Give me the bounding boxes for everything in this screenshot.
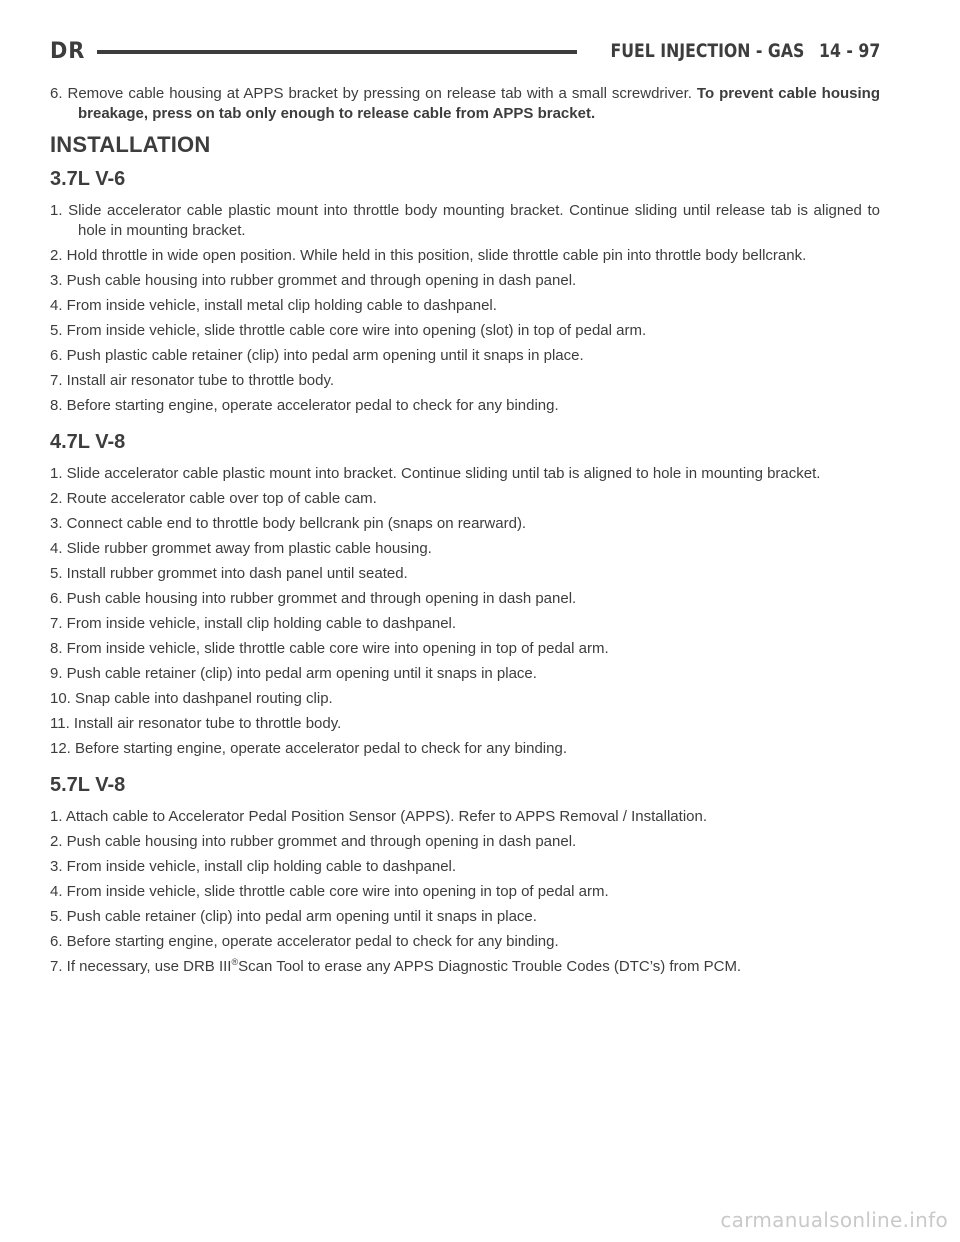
section-title: 3.7L V-6 [50,168,126,190]
step-item-last [50,957,880,977]
step-item: 8. From inside vehicle, slide throttle cable core wire into opening in top of pedal arm. [50,640,609,657]
removal-step-6 [50,84,880,124]
step-item: 9. Push cable retainer (clip) into pedal arm opening until it snaps in place. [50,665,537,682]
step-item: 4. From inside vehicle, slide throttle cable core wire into opening in top of pedal arm. [50,883,609,900]
section-title: 5.7L V-8 [50,774,126,796]
step-item: 7. Install air resonator tube to throttle body. [50,372,335,389]
step-item: 2. Route accelerator cable over top of cable cam. [50,490,377,507]
caution-text: To prevent cable housing breakage, press on tab only enough to release cable from APPS bracket. [78,85,880,122]
step-item: 6. Push cable housing into rubber grommet and through opening in dash panel. [50,590,577,607]
installation-heading: INSTALLATION [50,132,211,157]
header-rule [97,50,576,54]
section-title: 4.7L V-8 [50,431,126,453]
page-content [50,84,880,982]
step-item: 2. Hold throttle in wide open position. While held in this position, slide throttle cable pin into throttle body bellcrank. [50,247,807,264]
step-item: 5. Push cable retainer (clip) into pedal arm opening until it snaps in place. [50,908,537,925]
section-4-7l [50,432,880,759]
step-item: 2. Push cable housing into rubber grommet and through opening in dash panel. [50,833,577,850]
removal-step-6-text: 6. Remove cable housing at APPS bracket by pressing on release tab with a small screwdriver. [50,85,697,102]
step-7-before: 7. If necessary, use DRB III [50,958,232,975]
step-item: 5. Install rubber grommet into dash panel until seated. [50,565,408,582]
step-item: 4. Slide rubber grommet away from plastic cable housing. [50,540,432,557]
step-item: 8. Before starting engine, operate accelerator pedal to check for any binding. [50,397,559,414]
step-item: 3. Push cable housing into rubber grommet and through opening in dash panel. [50,272,577,289]
registered-mark: ® [231,957,239,967]
header-section-page [610,40,880,62]
step-item: 6. Before starting engine, operate accelerator pedal to check for any binding. [50,933,559,950]
step-7-after: Scan Tool to erase any APPS Diagnostic Trouble Codes (DTC’s) from PCM. [238,958,742,975]
step-item: 1. Slide accelerator cable plastic mount into throttle body mounting bracket. Continue sliding until release tab is aligned to hole in mounting bracket. [50,202,880,239]
step-item: 11. Install air resonator tube to throttle body. [50,715,342,732]
step-item: 1. Slide accelerator cable plastic mount into bracket. Continue sliding until tab is aligned to hole in mounting bracket. [50,465,821,482]
step-item: 3. Connect cable end to throttle body bellcrank pin (snaps on rearward). [50,515,527,532]
step-item: 6. Push plastic cable retainer (clip) into pedal arm opening until it snaps in place. [50,347,584,364]
step-item: 10. Snap cable into dashpanel routing clip. [50,690,333,707]
watermark: carmanualsonline.info [720,1208,948,1232]
step-item: 4. From inside vehicle, install metal clip holding cable to dashpanel. [50,297,497,314]
step-item: 7. From inside vehicle, install clip holding cable to dashpanel. [50,615,457,632]
step-item: 5. From inside vehicle, slide throttle cable core wire into opening (slot) in top of pedal arm. [50,322,647,339]
model-code: DR [50,38,86,64]
step-item: 3. From inside vehicle, install clip holding cable to dashpanel. [50,858,457,875]
page-number: 14 - 97 [818,40,880,62]
step-item: 1. Attach cable to Accelerator Pedal Position Sensor (APPS). Refer to APPS Removal / Installation. [50,808,708,825]
section-5-7l [50,775,880,977]
section-3-7l [50,169,880,416]
step-item: 12. Before starting engine, operate accelerator pedal to check for any binding. [50,740,567,757]
page-header [50,36,880,66]
section-title: FUEL INJECTION - GAS [610,40,805,62]
